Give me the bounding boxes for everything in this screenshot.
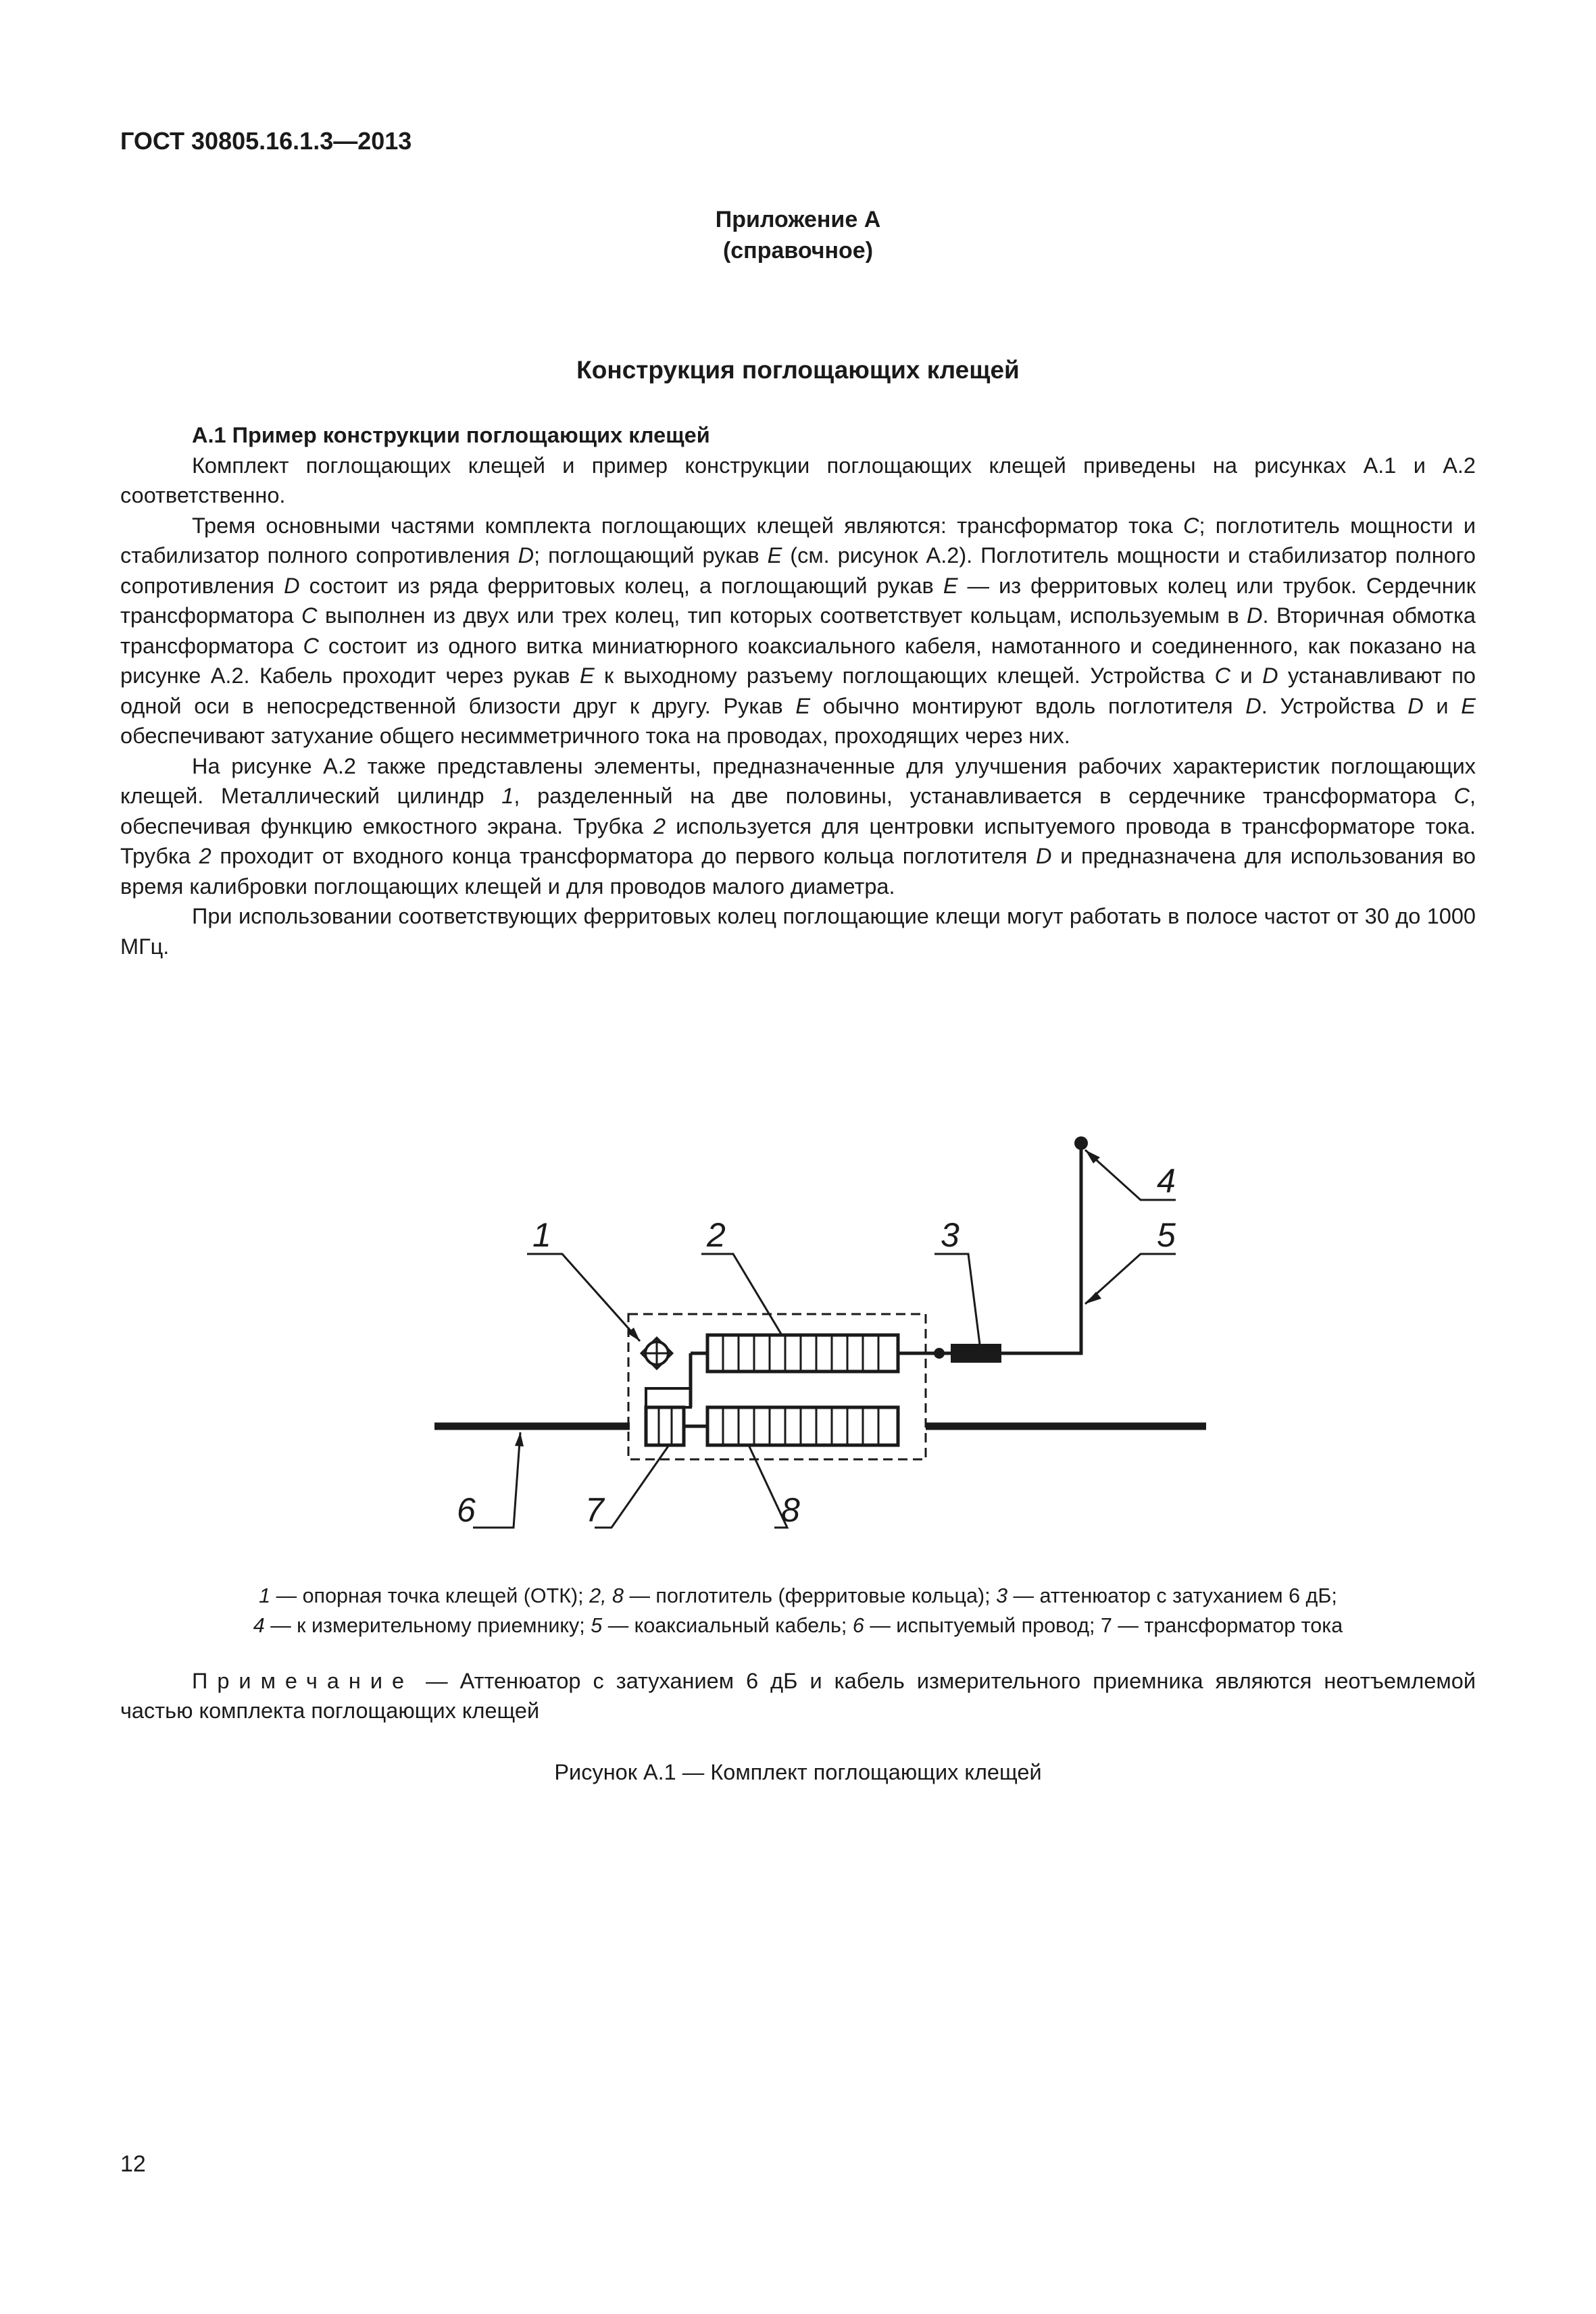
annex-status: (справочное) xyxy=(722,238,874,263)
absorbing-clamp-diagram xyxy=(0,1108,1596,1567)
attenuator xyxy=(951,1344,1001,1362)
document-code: ГОСТ 30805.16.1.3—2013 xyxy=(120,127,412,155)
ferrite-absorber-upper xyxy=(707,1335,898,1372)
legend-line-2: 4 — к измерительному приемнику; 5 — коаксиальный кабель; 6 — испытуемый провод; 7 — трансформатор тока xyxy=(253,1614,1343,1637)
paragraph-1: Комплект поглощающих клещей и пример конструкции поглощающих клещей приведены на рисунках А.1 и А.2 соответственно. xyxy=(120,453,1476,507)
body-text xyxy=(120,420,1476,961)
label-5: 5 xyxy=(1157,1216,1176,1254)
label-8: 8 xyxy=(781,1491,800,1529)
annex-heading xyxy=(0,204,1596,266)
figure-legend xyxy=(120,1581,1476,1640)
ferrite-rings-lower xyxy=(723,1407,878,1445)
label-4: 4 xyxy=(1157,1162,1176,1200)
ferrite-rings-upper xyxy=(723,1335,878,1372)
legend-line-1: 1 — опорная точка клещей (ОТК); 2, 8 — поглотитель (ферритовые кольца); 3 — аттенюатор с затуханием 6 дБ; xyxy=(259,1584,1337,1607)
figure-caption: Рисунок А.1 — Комплект поглощающих клещей xyxy=(554,1760,1042,1784)
receiver-terminal xyxy=(1074,1136,1088,1150)
page-number: 12 xyxy=(120,2151,146,2177)
subsection-title: А.1 Пример конструкции поглощающих клещей xyxy=(192,423,710,447)
label-1: 1 xyxy=(532,1216,551,1254)
label-6: 6 xyxy=(457,1491,476,1529)
ferrite-absorber-lower xyxy=(707,1407,898,1445)
note-text: Примечание — Аттенюатор с затуханием 6 дБ и кабель измерительного приемника являются неотъемлемой частью комплекта поглощающих клещей xyxy=(120,1669,1476,1723)
label-7: 7 xyxy=(585,1491,604,1529)
transformer-bracket xyxy=(646,1388,691,1407)
annex-title: Приложение А xyxy=(715,207,881,232)
paragraph-4: При использовании соответствующих ферритовых колец поглощающие клещи могут работать в полосе частот от 30 до 1000 МГц. xyxy=(120,904,1476,959)
figure-note xyxy=(120,1666,1476,1726)
label-3: 3 xyxy=(941,1216,959,1254)
current-transformer xyxy=(646,1407,684,1445)
label-2: 2 xyxy=(707,1216,726,1254)
paragraph-3: На рисунке А.2 также представлены элементы, предназначенные для улучшения рабочих характеристик поглощающих клещей. Металлический цилиндр 1, разделенный на две половины, устанавливается в сердечнике трансформатора С, обеспечивая функцию емкостного экрана. Трубка 2 используется для центровки испытуемого провода в трансформаторе тока. Трубка 2 проходит от входного конца трансформатора до первого кольца поглотителя D и предназначена для использования во время калибровки поглощающих клещей и для проводов малого диаметра. xyxy=(120,753,1476,899)
coaxial-cable xyxy=(1001,1143,1081,1353)
section-title: Конструкция поглощающих клещей xyxy=(576,356,1020,384)
paragraph-2: Тремя основными частями комплекта поглощающих клещей являются: трансформатор тока С; поглотитель мощности и стабилизатор полного сопротивления D; поглощающий рукав Е (см. рисунок А.2). Поглотитель мощности и стабилизатор полного сопротивления D состоит из ряда ферритовых колец, а поглощающий рукав Е — из ферритовых колец или трубок. Сердечник трансформатора С выполнен из двух или трех колец, тип которых соответствует кольцам, используемым в D. Вторичная обмотка трансформатора С состоит из одного витка миниатюрного коаксиального кабеля, намотанного и соединенного, как показано на рисунке А.2. Кабель проходит через рукав Е к выходному разъему поглощающих клещей. Устройства С и D устанавливают по одной оси в непосредственной близости друг к другу. Рукав Е обычно монтируют вдоль поглотителя D. Устройства D и Е обеспечивают затухание общего несимметричного тока на проводах, проходящих через них. xyxy=(120,513,1476,748)
